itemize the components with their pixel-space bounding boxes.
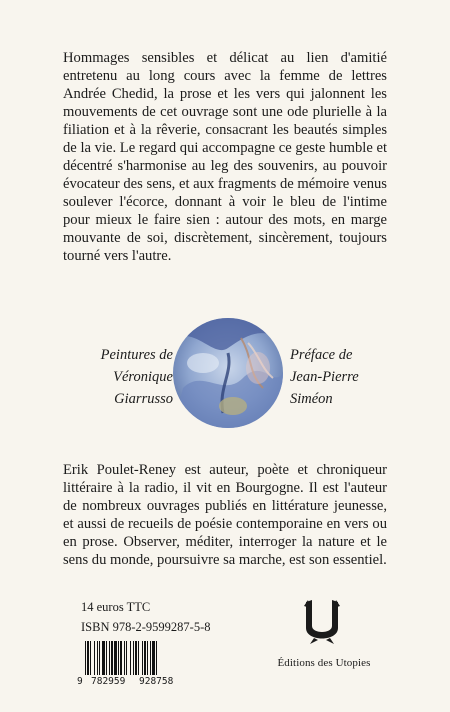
isbn-text: ISBN 978-2-9599287-5-8 — [81, 620, 211, 634]
price-text: 14 euros TTC — [81, 600, 151, 614]
paintings-credit — [93, 344, 173, 410]
author-paragraph: Erik Poulet-Reney est auteur, poète et chroniqueur littéraire à la radio, il vit en Bourgogne. Il est l'auteur de nombreux ouvrages publiés en littérature jeunesse, et aussi de recueils de poésie contemporaine en vers ou en prose. Observer, méditer, interroger la nature et le sens du monde, poursuivre sa marche, est son essentiel. — [63, 462, 387, 568]
paintings-credit-line: Véronique — [113, 369, 173, 385]
publisher-name: Éditions des Utopies — [277, 657, 371, 669]
cover-painting-roundel — [173, 318, 283, 428]
barcode-digit-group: 9 — [77, 676, 83, 687]
preface-credit-line: Siméon — [290, 391, 333, 407]
preface-credit-line: Jean-Pierre — [290, 369, 359, 385]
preface-credit-line: Préface de — [290, 347, 353, 363]
barcode-digit-group: 928758 — [139, 676, 174, 687]
preface-credit — [290, 344, 380, 410]
barcode-digit-group: 782959 — [91, 676, 126, 687]
publisher-logo — [302, 598, 342, 644]
price-block — [81, 597, 211, 637]
summary-paragraph: Hommages sensibles et délicat au lien d'amitié entretenu au long cours avec la femme de lettres Andrée Chedid, la prose et les vers qui jalonnent les mouvements de cet ouvrage sont une ode plurielle à la filiation et à la rêverie, consacrant les beautés simples de la vie. Le regard qui accompagne ce geste humble et décentré s'harmonise au leg des souvenirs, au pouvoir évocateur des sens, et aux fragments de mémoire venus soulever l'écorce, donnant à voir le bleu de l'intime pour mieux le faire sien : autour des mots, en marge mouvante de soi, discrètement, sincèrement, toujours tourné vers l'autre. — [63, 50, 387, 264]
paintings-credit-line: Giarrusso — [114, 391, 173, 407]
paintings-credit-line: Peintures de — [100, 347, 173, 363]
